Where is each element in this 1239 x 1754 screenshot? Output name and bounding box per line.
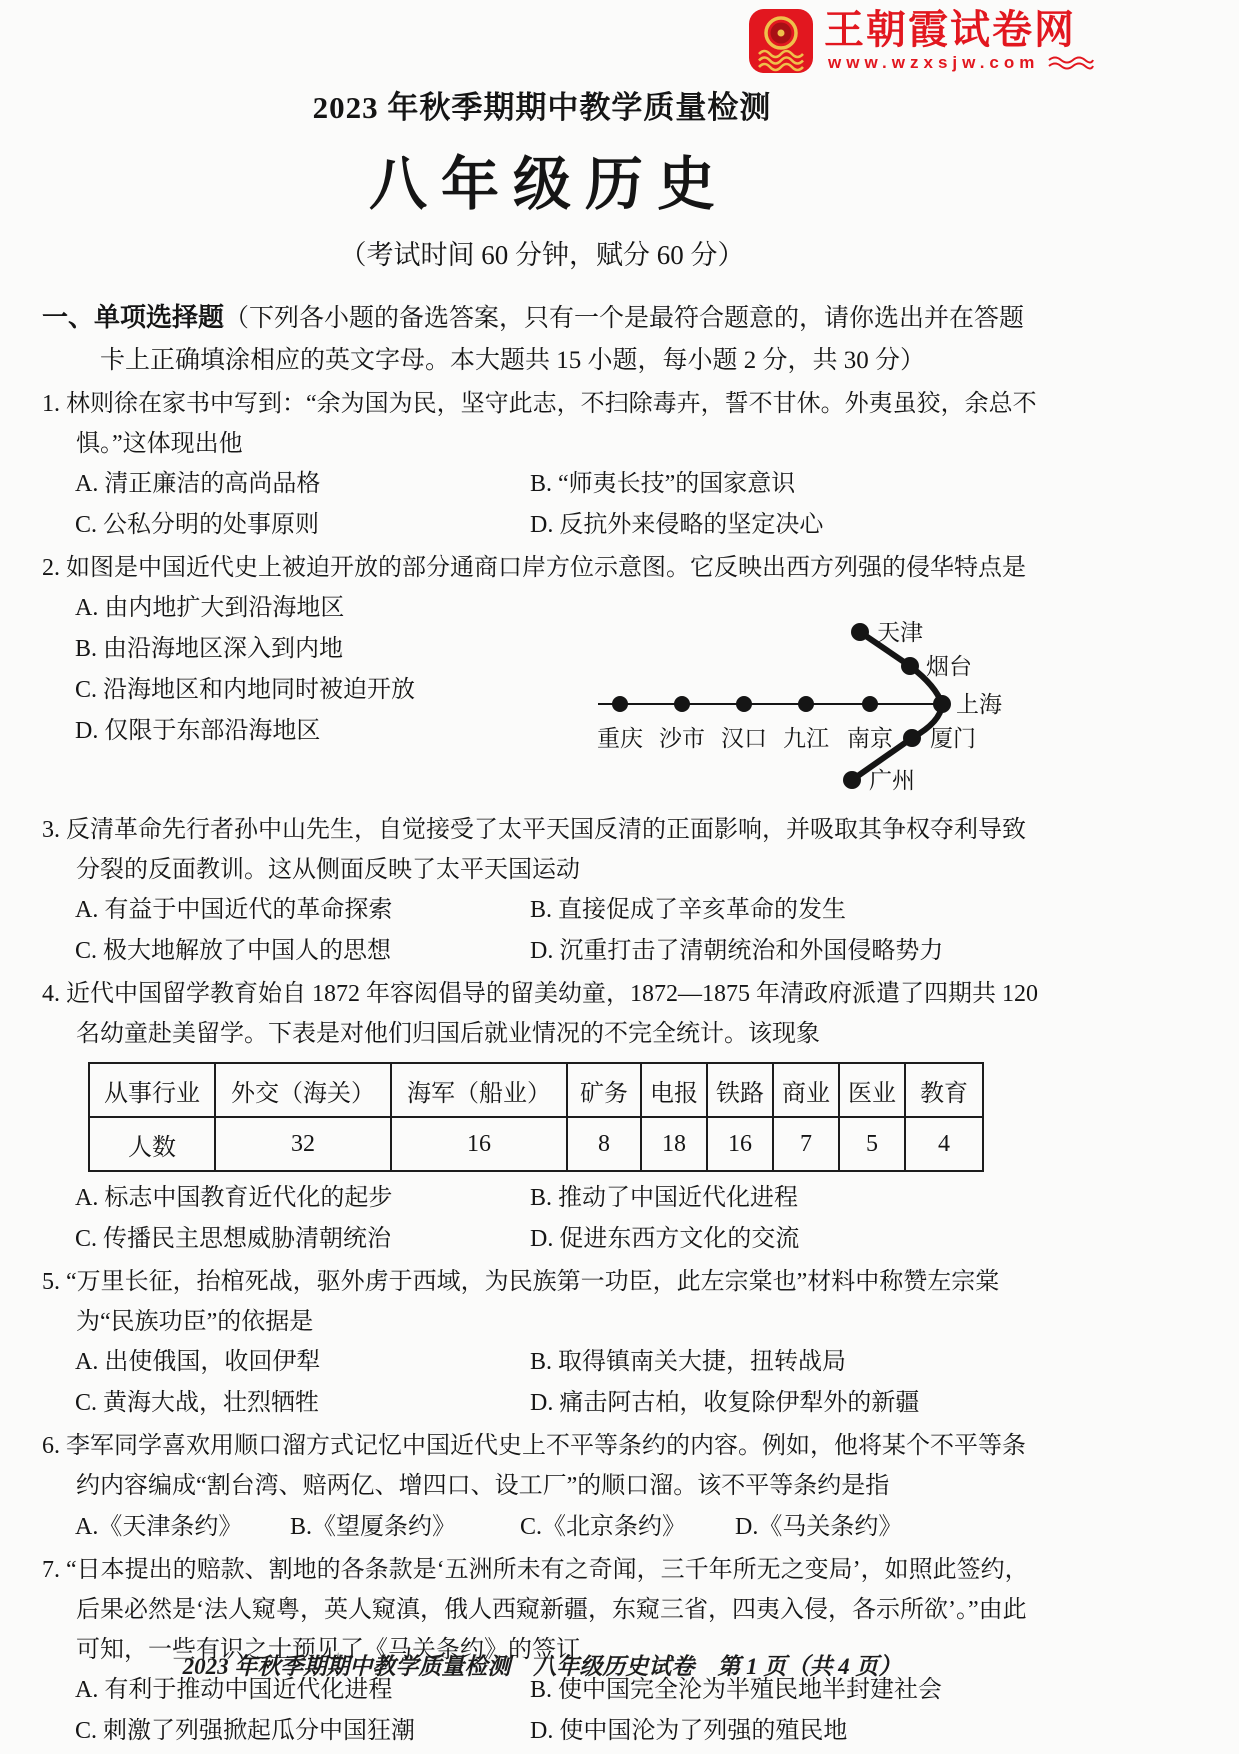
question-2 [42,548,1042,808]
option-a: A. 有利于推动中国近代化进程 [75,1677,393,1703]
option-c: C.《北京条约》 [520,1514,687,1540]
option-c: C. 沿海地区和内地同时被迫开放 [75,677,416,703]
option-c: C. 刺激了列强掀起瓜分中国狂潮 [75,1718,416,1744]
header-cell: 电报 [641,1063,707,1117]
option-c: C. 极大地解放了中国人的思想 [75,938,392,964]
question-6 [42,1426,1042,1548]
option-d: D. 促进东西方文化的交流 [530,1226,800,1252]
option-a: A.《天津条约》 [75,1514,243,1540]
question-3-options [42,890,1042,972]
port-label-nanjing: 南京 [847,726,893,751]
question-number: 7. [42,1557,60,1583]
option-a: A. 出使俄国，收回伊犁 [75,1349,321,1375]
employment-table [88,1062,984,1172]
section-heading: 一、单项选择题 [42,302,225,332]
data-cell: 16 [707,1117,773,1171]
option-a: A. 标志中国教育近代化的起步 [75,1185,393,1211]
question-number: 3. [42,817,60,843]
exam-page [42,0,1042,1752]
question-text: 6. 李军同学喜欢用顺口溜方式记忆中国近代史上不平等条约的内容。例如，他将某个不平等条约内容编成“割台湾、赔两亿、增四口、设工厂”的顺口溜。该不平等条约是指 [42,1433,1026,1499]
treaty-ports-diagram [590,616,1042,808]
header-cell: 外交（海关） [215,1063,391,1117]
port-label-yantai: 烟台 [926,654,972,679]
question-text: 1. 林则徐在家书中写到：“余为国为民，坚守此志，不扫除毒卉，誓不甘休。外夷虽狡，余总不惧。”这体现出他 [42,391,1037,457]
option-c: C. 公私分明的处事原则 [75,512,320,538]
header-cell: 商业 [773,1063,839,1117]
exam-session-title: 2023 年秋季期期中教学质量检测 [312,90,772,125]
data-cell: 5 [839,1117,905,1171]
option-c: C. 黄海大战，壮烈牺牲 [75,1390,320,1416]
port-label-xiamen: 厦门 [930,726,976,751]
question-text: 7. “日本提出的赔款、割地的各条款是‘五洲所未有之奇闻，三千年所无之变局’，如照此签约，后果必然是‘法人窥粤，英人窥滇，俄人西窥新疆，东窥三省，四夷入侵，各示所欲’。”由此可知，一些有识之士预见了《马关条约》的签订 [42,1557,1029,1663]
option-b: B. “师夷长技”的国家意识 [530,471,796,497]
data-cell: 4 [905,1117,983,1171]
data-cell: 18 [641,1117,707,1171]
option-a: A. 由内地扩大到沿海地区 [75,595,345,621]
port-label-hankou: 汉口 [721,726,767,751]
option-b: B. 推动了中国近代化进程 [530,1185,799,1211]
wave-lines-icon [1047,55,1095,71]
question-3 [42,810,1042,972]
exam-info: （考试时间 60 分钟，赋分 60 分） [339,240,745,270]
section-instructions: （下列各小题的备选答案，只有一个是最符合题意的，请你选出并在答题卡上正确填涂相应的英文字母。本大题共 15 小题，每小题 2 分，共 30 分） [100,305,1025,374]
site-url: www.wzxsjw.com [828,53,1040,72]
subject-title: 八年级历史 [368,152,729,217]
question-number: 2. [42,555,60,581]
option-b: B. 由沿海地区深入到内地 [75,636,344,662]
option-a: A. 有益于中国近代的革命探索 [75,897,393,923]
question-number: 5. [42,1269,60,1295]
header-cell: 医业 [839,1063,905,1117]
port-label-shashi: 沙市 [659,726,705,751]
option-b: B. 直接促成了辛亥革命的发生 [530,897,847,923]
question-4-options [42,1178,1042,1260]
option-d: D.《马关条约》 [735,1514,903,1540]
question-2-body [42,588,1042,808]
header-cell: 从事行业 [89,1063,215,1117]
option-b: B. 取得镇南关大捷，扭转战局 [530,1349,847,1375]
port-label-jiujiang: 九江 [783,726,829,751]
question-number: 1. [42,391,60,417]
header-cell: 教育 [905,1063,983,1117]
table-header-row [89,1063,983,1117]
data-cell: 8 [567,1117,641,1171]
table-data-row [89,1117,983,1171]
option-c: C. 传播民主思想威胁清朝统治 [75,1226,392,1252]
question-5 [42,1262,1042,1424]
option-d: D. 反抗外来侵略的坚定决心 [530,512,824,538]
question-number: 4. [42,981,60,1007]
question-2-options [42,588,590,752]
option-d: D. 痛击阿古柏，收复除伊犁外的新疆 [530,1390,920,1416]
question-1 [42,384,1042,546]
option-b: B.《望厦条约》 [290,1514,457,1540]
page-footer: 2023 年秋季期期中教学质量检测 八年级历史试卷 第 1 页（共 4 页） [182,1654,902,1679]
question-1-options [42,464,1042,546]
option-a: A. 清正廉洁的高尚品格 [75,471,321,497]
question-text: 5. “万里长征，抬棺死战，驱外虏于西域，为民族第一功臣，此左宗棠也”材料中称赞左宗棠为“民族功臣”的依据是 [42,1269,1000,1335]
option-d: D. 沉重打击了清朝统治和外国侵略势力 [530,938,944,964]
question-5-options [42,1342,1042,1424]
header-cell: 海军（船业） [391,1063,567,1117]
port-label-tianjin: 天津 [877,620,923,645]
port-label-chongqing: 重庆 [597,726,643,751]
question-text: 2. 如图是中国近代史上被迫开放的部分通商口岸方位示意图。它反映出西方列强的侵华特点是 [42,555,1026,581]
option-d: D. 使中国沦为了列强的殖民地 [530,1718,848,1744]
option-b: B. 使中国完全沦为半殖民地半封建社会 [530,1677,943,1703]
option-d: D. 仅限于东部沿海地区 [75,718,321,744]
header-cell: 矿务 [567,1063,641,1117]
question-6-options [42,1506,1042,1548]
question-number: 6. [42,1433,60,1459]
site-name: 王朝霞试卷网 [824,8,1076,52]
data-cell: 32 [215,1117,391,1171]
data-cell: 人数 [89,1117,215,1171]
question-text: 3. 反清革命先行者孙中山先生，自觉接受了太平天国反清的正面影响，并吸取其争权夺利导致分裂的反面教训。这从侧面反映了太平天国运动 [42,817,1026,883]
header-cell: 铁路 [707,1063,773,1117]
question-text: 4. 近代中国留学教育始自 1872 年容闳倡导的留美幼童，1872—1875 年清政府派遣了四期共 120 名幼童赴美留学。下表是对他们归国后就业情况的不完全统计。该现象 [42,981,1038,1047]
section-one-intro [42,296,1042,382]
port-label-guangzhou: 广州 [869,768,915,793]
question-7-options [42,1670,1042,1752]
data-cell: 7 [773,1117,839,1171]
data-cell: 16 [391,1117,567,1171]
port-label-shanghai: 上海 [956,692,1002,717]
question-4 [42,974,1042,1260]
